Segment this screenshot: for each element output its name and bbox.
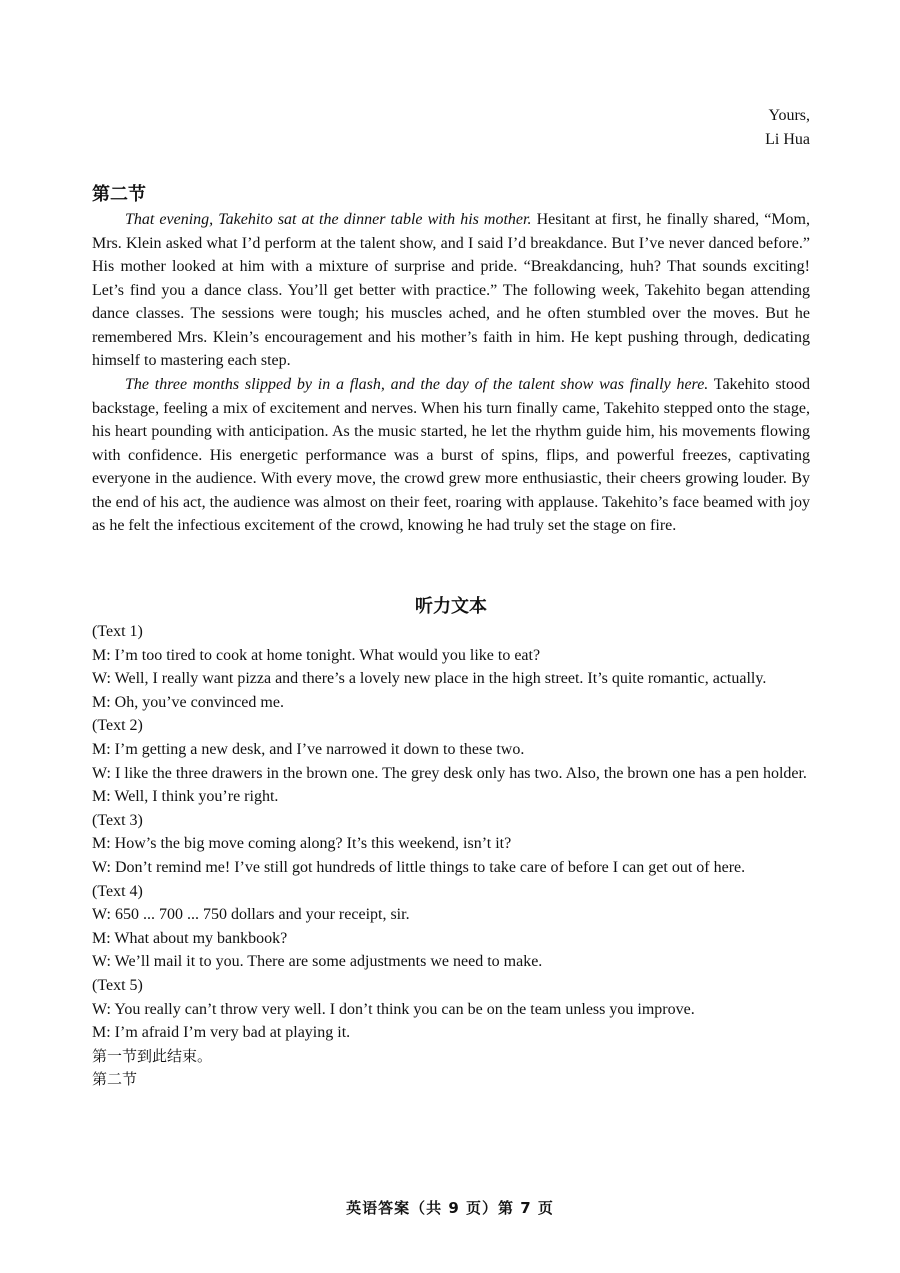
dialogue-line: W: 650 ... 700 ... 750 dollars and your receipt, sir. <box>92 906 410 924</box>
essay-p1-body: Hesitant at first, he finally shared, “Mom, Mrs. Klein asked what I’d perform at the talent show, and I said I’d breakdance. But I’ve never danced before.” His mother looked at him with a mixture of surprise and pride. “Breakdancing, huh? That sounds exciting! Let’s find you a dance class. You’ll get better with practice.” The following week, Takehito began attending dance classes. The sessions were tough; his muscles ached, and he often stumbled over the moves. But he remembered Mrs. Klein’s encouragement and his mother’s faith in him. He kept pushing through, dedicating himself to mastering each step. <box>92 211 810 369</box>
text-label: (Text 3) <box>92 811 143 829</box>
listening-transcript <box>92 620 810 1092</box>
text-label: (Text 5) <box>92 976 143 994</box>
dialogue-line: W: I like the three drawers in the brown one. The grey desk only has two. Also, the brown one has a pen holder. <box>92 764 807 782</box>
section-heading: 第二节 <box>92 184 146 205</box>
essay-paragraph-1 <box>92 208 810 373</box>
dialogue-line: W: Don’t remind me! I’ve still got hundreds of little things to take care of before I can get out of here. <box>92 858 746 876</box>
dialogue-line: M: I’m too tired to cook at home tonight. What would you like to eat? <box>92 646 541 664</box>
listening-title: 听力文本 <box>415 596 487 617</box>
essay-p2-italic-sentence: The three months slipped by in a flash, and the day of the talent show was finally here. <box>125 376 709 393</box>
text-label: (Text 4) <box>92 882 143 900</box>
dialogue-line: M: I’m afraid I’m very bad at playing it. <box>92 1024 351 1042</box>
dialogue-line: W: You really can’t throw very well. I don’t think you can be on the team unless you improve. <box>92 1000 695 1018</box>
dialogue-line: M: I’m getting a new desk, and I’ve narrowed it down to these two. <box>92 740 525 758</box>
essay-p1-italic-sentence: That evening, Takehito sat at the dinner table with his mother. <box>125 211 532 228</box>
section-note: 第一节到此结束。 <box>92 1046 213 1065</box>
dialogue-line: M: How’s the big move coming along? It’s this weekend, isn’t it? <box>92 835 512 853</box>
closing-name: Li Hua <box>765 131 810 148</box>
page-footer: 英语答案（共 9 页）第 7 页 <box>346 1199 554 1217</box>
dialogue-line: W: We’ll mail it to you. There are some adjustments we need to make. <box>92 953 543 971</box>
text-label: (Text 1) <box>92 623 143 640</box>
section-note: 第二节 <box>92 1070 138 1089</box>
dialogue-line: M: Well, I think you’re right. <box>92 788 279 806</box>
dialogue-line: W: Well, I really want pizza and there’s a lovely new place in the high street. It’s quite romantic, actually. <box>92 670 767 688</box>
dialogue-line: M: What about my bankbook? <box>92 929 288 947</box>
closing-yours: Yours, <box>768 107 810 124</box>
text-label: (Text 2) <box>92 717 143 735</box>
essay-p2-body: Takehito stood backstage, feeling a mix of excitement and nerves. When his turn finally came, Takehito stepped onto the stage, his heart pounding with anticipation. As the music started, he let the rhythm guide him, his movements flowing with confidence. His energetic performance was a burst of spins, flips, and powerful freezes, captivating everyone in the audience. With every move, the crowd grew more enthusiastic, their cheers growing louder. By the end of his act, the audience was almost on their feet, roaring with applause. Takehito’s face beamed with joy as he felt the infectious excitement of the crowd, knowing he had truly set the stage on fire. <box>92 376 810 534</box>
essay-paragraph-2 <box>92 373 810 538</box>
dialogue-line: M: Oh, you’ve convinced me. <box>92 693 284 711</box>
